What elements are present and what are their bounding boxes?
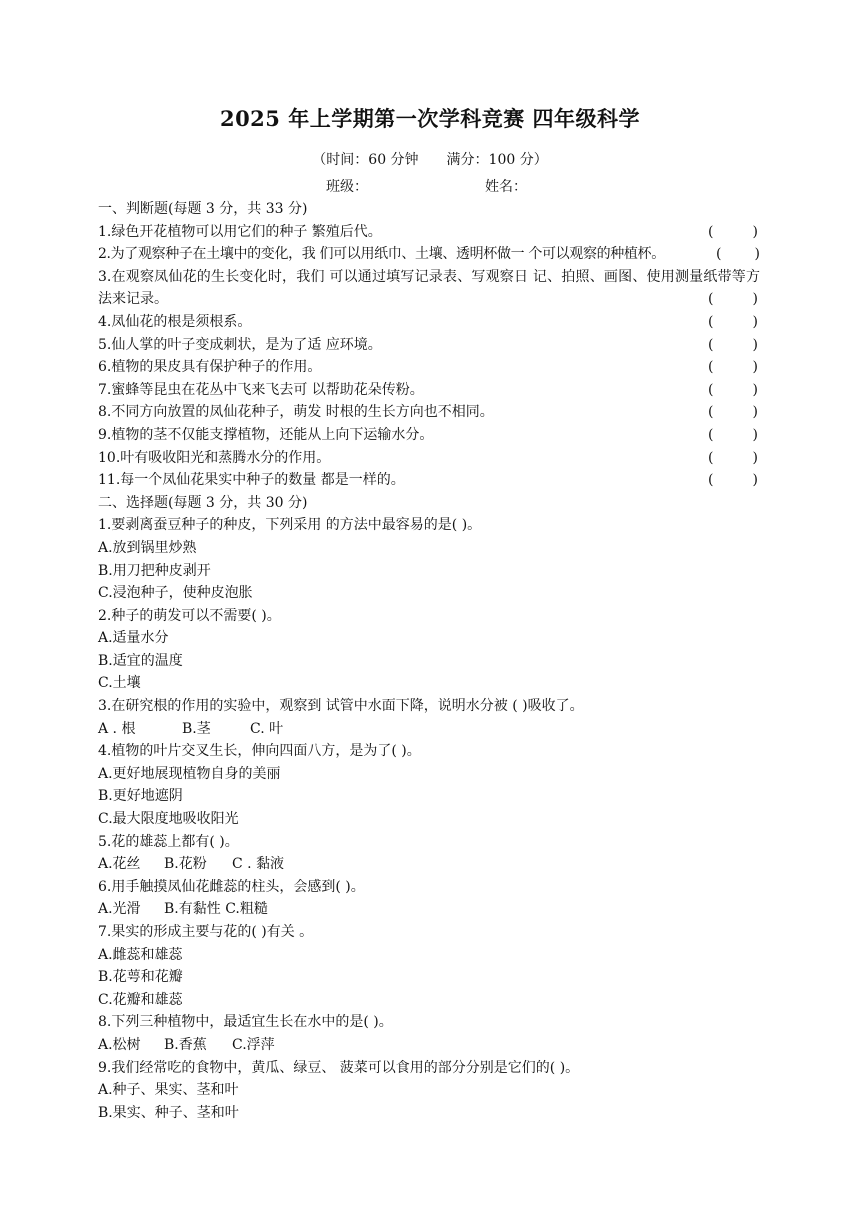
mc-option: B.花粉 bbox=[164, 856, 207, 873]
mc-option: C . 黏液 bbox=[232, 856, 285, 873]
section2-heading: 二、选择题(每题 3 分，共 30 分) bbox=[98, 494, 308, 511]
mc-options-inline bbox=[98, 853, 760, 876]
mc-question-8: 8.下列三种植物中，最适宜生长在水中的是( )。 bbox=[98, 1014, 393, 1031]
tf-item-8: 8.不同方向放置的凤仙花种子，萌发 时根的生长方向也不相同。 ( ) bbox=[98, 401, 760, 424]
mc-option: A.适量水分 bbox=[98, 630, 169, 647]
mc-question-6: 6.用手触摸凤仙花雌蕊的柱头，会感到( )。 bbox=[98, 878, 365, 895]
mc-option: A.花丝 bbox=[98, 856, 141, 873]
mc-question-7: 7.果实的形成主要与花的( )有关 。 bbox=[98, 924, 314, 940]
tf-item-1: 1.绿色开花植物可以用它们的种子 繁殖后代。 ( ) bbox=[98, 221, 760, 244]
answer-blank: ( ) bbox=[708, 313, 758, 330]
answer-blank: ( ) bbox=[708, 426, 758, 443]
mc-option: C.土壤 bbox=[98, 675, 141, 692]
exam-body bbox=[98, 198, 760, 1124]
tf-item-5: 5.仙人掌的叶子变成刺状，是为了适 应环境。 ( ) bbox=[98, 334, 760, 357]
tf-item-9: 9.植物的茎不仅能支撑植物，还能从上向下运输水分。 ( ) bbox=[98, 424, 760, 447]
tf-item-3: 3.在观察凤仙花的生长变化时，我们 可以通过填写记录表、写观察日 记、拍照、画图、使用测量纸带等方 法来记录。 ( ) bbox=[98, 266, 760, 311]
answer-blank: ( ) bbox=[708, 291, 758, 308]
mc-question-3: 3.在研究根的作用的实验中，观察到 试管中水面下降，说明水分被 ( )吸收了。 bbox=[98, 698, 584, 715]
answer-blank: ( ) bbox=[708, 359, 758, 376]
mc-option: A.放到锅里炒熟 bbox=[98, 539, 197, 556]
mc-option: B.用刀把种皮剥开 bbox=[98, 562, 211, 579]
tf-item-2: 2.为了观察种子在土壤中的变化，我 们可以用纸巾、土壤、透明杯做一 个可以观察的种植杯。 ( ) bbox=[98, 243, 760, 266]
mc-question-9: 9.我们经常吃的食物中，黄瓜、绿豆、 菠菜可以食用的部分分别是它们的( )。 bbox=[98, 1059, 580, 1076]
mc-option: B.更好地遮阴 bbox=[98, 788, 183, 805]
answer-blank: ( ) bbox=[708, 336, 758, 353]
mc-question-2: 2.种子的萌发可以不需要( )。 bbox=[98, 607, 281, 624]
mc-option: B.花萼和花瓣 bbox=[98, 969, 183, 986]
answer-blank: ( ) bbox=[708, 472, 758, 489]
time-limit: （时间：60 分钟 bbox=[312, 152, 419, 168]
mc-option: C.浮萍 bbox=[232, 1036, 275, 1053]
answer-blank: ( ) bbox=[708, 381, 758, 398]
mc-option: B.香蕉 bbox=[164, 1036, 207, 1053]
answer-blank: ( ) bbox=[708, 404, 758, 421]
mc-option: A.更好地展现植物自身的美丽 bbox=[98, 765, 281, 782]
exam-info bbox=[0, 149, 860, 169]
tf-item-11: 11.每一个凤仙花果实中种子的数量 都是一样的。 ( ) bbox=[98, 469, 760, 492]
mc-option: C.花瓣和雄蕊 bbox=[98, 991, 183, 1008]
mc-option: A.松树 bbox=[98, 1036, 141, 1053]
mc-question-4: 4.植物的叶片交叉生长，伸向四面八方，是为了( )。 bbox=[98, 743, 421, 760]
answer-blank: ( ) bbox=[716, 246, 760, 263]
section1-heading: 一、判断题(每题 3 分，共 33 分) bbox=[98, 201, 308, 217]
mc-option: A . 根 bbox=[98, 720, 136, 737]
mc-option: C. 叶 bbox=[250, 720, 284, 737]
mc-option: B.适宜的温度 bbox=[98, 652, 183, 669]
page-title: 2025 年上学期第一次学科竞赛 四年级科学 bbox=[219, 106, 641, 131]
answer-blank: ( ) bbox=[708, 449, 758, 466]
tf-item-6: 6.植物的果皮具有保护种子的作用。 ( ) bbox=[98, 356, 760, 379]
mc-options-inline bbox=[98, 898, 760, 921]
mc-option: B.茎 bbox=[182, 720, 211, 737]
mc-option: A.种子、果实、茎和叶 bbox=[98, 1082, 239, 1099]
class-label: 班级： bbox=[326, 179, 368, 195]
full-score: 满分：100 分） bbox=[446, 152, 548, 168]
mc-option: C.浸泡种子，使种皮泡胀 bbox=[98, 585, 253, 602]
mc-option: B.有黏性 C.粗糙 bbox=[164, 901, 268, 918]
mc-option: B.果实、种子、茎和叶 bbox=[98, 1104, 239, 1121]
mc-option: A.光滑 bbox=[98, 901, 141, 918]
mc-options-inline bbox=[98, 718, 760, 741]
mc-option: A.雌蕊和雄蕊 bbox=[98, 946, 183, 963]
tf-item-7: 7.蜜蜂等昆虫在花丛中飞来飞去可 以帮助花朵传粉。 ( ) bbox=[98, 379, 760, 402]
mc-option: C.最大限度地吸收阳光 bbox=[98, 811, 239, 828]
answer-blank: ( ) bbox=[708, 223, 758, 240]
tf-item-4: 4.凤仙花的根是须根系。 ( ) bbox=[98, 311, 760, 334]
mc-question-5: 5.花的雄蕊上都有( )。 bbox=[98, 833, 239, 850]
mc-question-1: 1.要剥离蚕豆种子的种皮，下列采用 的方法中最容易的是( )。 bbox=[98, 517, 482, 534]
mc-options-inline bbox=[98, 1034, 760, 1057]
tf-item-10: 10.叶有吸收阳光和蒸腾水分的作用。 ( ) bbox=[98, 447, 760, 470]
name-label: 姓名： bbox=[485, 179, 527, 195]
